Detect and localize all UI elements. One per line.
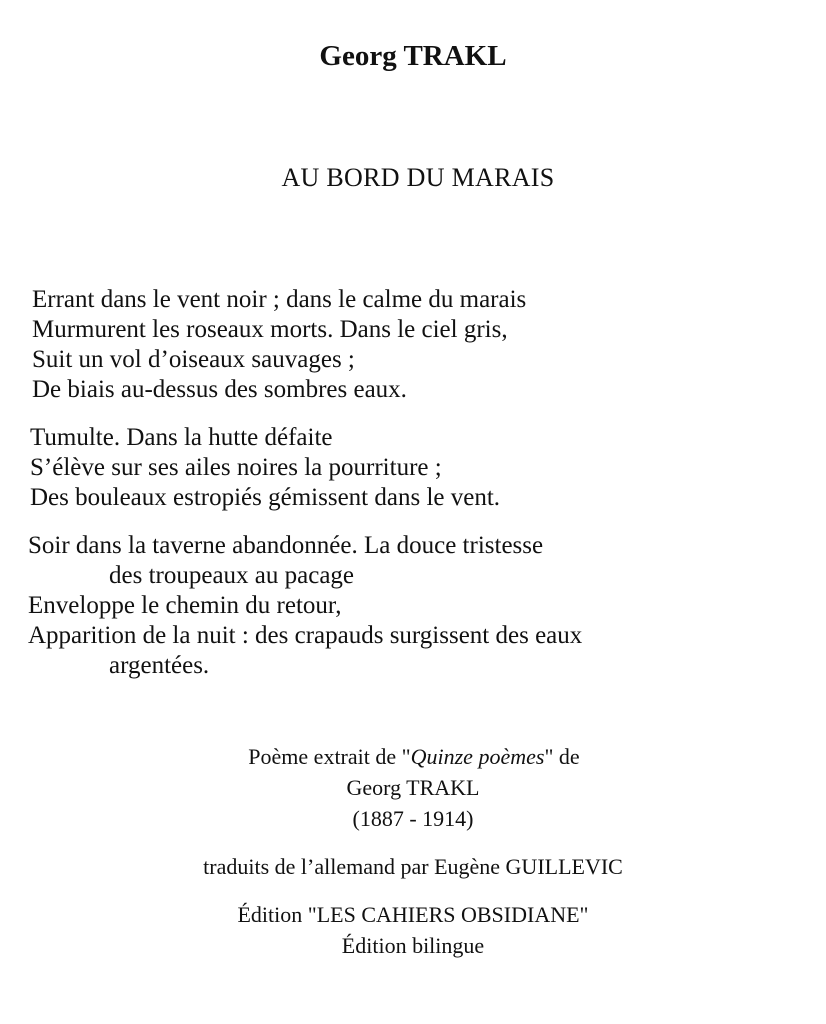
poem-line: S’élève sur ses ailes noires la pourriture ; xyxy=(30,454,442,481)
footer-author: Georg TRAKL xyxy=(346,775,480,800)
poem-line: Des bouleaux estropiés gémissent dans le vent. xyxy=(30,484,501,511)
source-book-title: Quinze poèmes xyxy=(410,744,545,769)
credits-footer xyxy=(0,741,826,961)
source-suffix: " de xyxy=(544,744,580,769)
stanza-3 xyxy=(0,531,826,681)
edition-type: Édition bilingue xyxy=(341,933,485,958)
poem-line: Soir dans la taverne abandonnée. La douce tristesse xyxy=(28,532,544,559)
poem-line-continuation: argentées. xyxy=(109,652,210,679)
poem-line: Tumulte. Dans la hutte défaite xyxy=(30,424,333,451)
footer-dates: (1887 - 1914) xyxy=(352,806,474,831)
poem-line: Enveloppe le chemin du retour, xyxy=(28,592,342,619)
poem-line: Suit un vol d’oiseaux sauvages ; xyxy=(32,346,355,373)
spacer xyxy=(0,834,826,851)
edition-publisher: Édition "LES CAHIERS OBSIDIANE" xyxy=(237,902,589,927)
stanza-2 xyxy=(0,423,826,513)
source-line xyxy=(0,741,826,772)
poem-line: Apparition de la nuit : des crapauds surgissent des eaux xyxy=(28,622,583,649)
translation-credit: traduits de l’allemand par Eugène GUILLEVIC xyxy=(203,854,623,879)
poem-line: Murmurent les roseaux morts. Dans le ciel gris, xyxy=(32,316,508,343)
source-prefix: Poème extrait de " xyxy=(248,744,411,769)
poem-title: AU BORD DU MARAIS xyxy=(281,163,555,192)
stanza-1 xyxy=(0,285,826,405)
poem-line: Errant dans le vent noir ; dans le calme du marais xyxy=(32,286,527,313)
author-heading: Georg TRAKL xyxy=(319,40,507,72)
spacer xyxy=(0,882,826,899)
poem-line-continuation: des troupeaux au pacage xyxy=(109,562,355,589)
poem-body xyxy=(0,285,826,681)
poem-line: De biais au-dessus des sombres eaux. xyxy=(32,376,407,403)
